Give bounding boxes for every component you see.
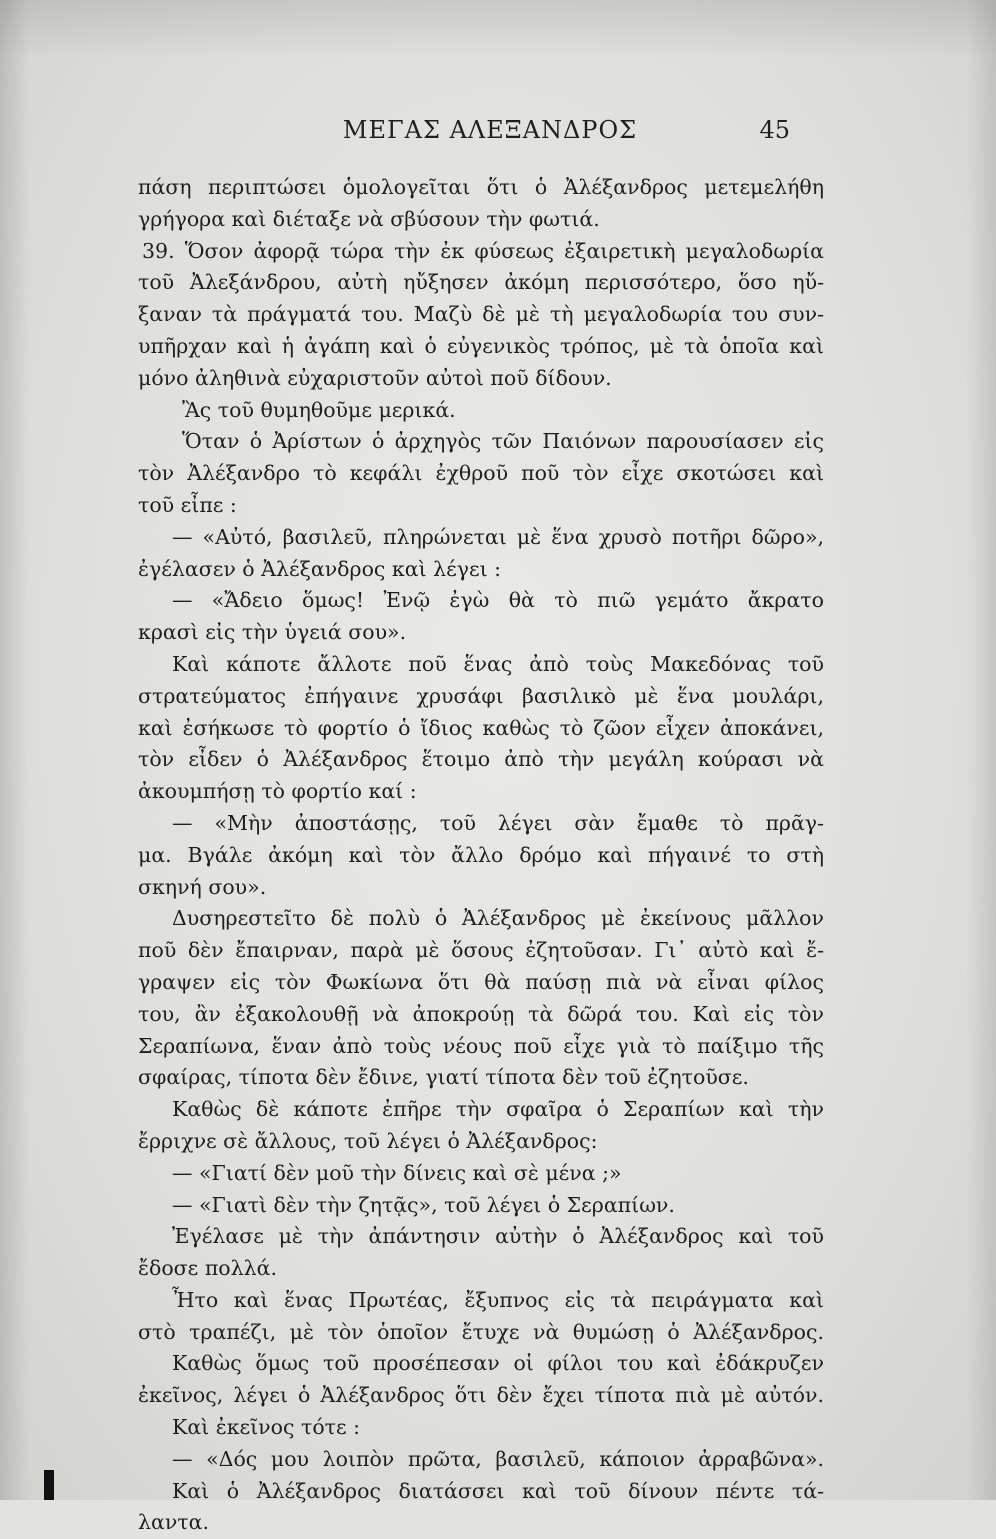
- text-line: ἀκουμπήσῃ τὸ φορτίο καί :: [138, 779, 417, 804]
- text-line: μα. Βγάλε ἀκόμη καὶ τὸν ἄλλο δρόμο καὶ πήγαινέ το στὴ: [138, 842, 824, 867]
- text-line: τοῦ εἶπε :: [138, 492, 237, 517]
- text-line: καὶ ἐσήκωσε τὸ φορτίο ὁ ἴδιος καθὼς τὸ ζῶον εἶχεν ἀποκάνει,: [138, 715, 824, 740]
- text-line: Ὅταν ὁ Ἀρίστων ὁ ἀρχηγὸς τῶν Παιόνων παρουσίασεν εἰς: [182, 429, 824, 454]
- text-line: Καθὼς δὲ κάποτε ἐπῆρε τὴν σφαῖρα ὁ Σεραπίων καὶ τὴν: [172, 1097, 824, 1122]
- text-line: ποῦ δὲν ἔπαιρναν, παρὰ μὲ ὅσους ἐζητοῦσαν. Γι᾿ αὐτὸ καὶ ἔ-: [138, 938, 824, 963]
- text-line: πάση περιπτώσει ὁμολογεῖται ὅτι ὁ Ἀλέξανδρος μετεμελήθη: [138, 175, 824, 199]
- text-line: ξαναν τὰ πράγματά του. Μαζὺ δὲ μὲ τὴ μεγαλοδωρία του συν-: [138, 302, 824, 327]
- body-text: [138, 172, 824, 1539]
- text-line: ἐκεῖνος, λέγει ὁ Ἀλέξανδρος ὅτι δὲν ἔχει τίποτα πιὰ μὲ αὐτόν.: [138, 1383, 824, 1408]
- text-line: ἔρριχνε σὲ ἄλλους, τοῦ λέγει ὁ Ἀλέξανδρος:: [138, 1128, 598, 1153]
- text-line: — «Μὴν ἀποστάσῃς, τοῦ λέγει σὰν ἔμαθε τὸ πρᾶγ-: [172, 810, 824, 835]
- text-line: — «Γιατί δὲν μοῦ τὴν δίνεις καὶ σὲ μένα ;»: [172, 1160, 622, 1185]
- text-line: Ἦτο καὶ ἕνας Πρωτέας, ἔξυπνος εἰς τὰ πειράγματα καὶ: [172, 1287, 824, 1312]
- text-line: μόνο ἀληθινὰ εὐχαριστοῦν αὐτοὶ ποῦ δίδουν.: [138, 365, 612, 390]
- text-line: — «Ἄδειο ὅμως! Ἐνῷ ἐγὼ θὰ τὸ πιῶ γεμάτο ἄκρατο: [172, 588, 824, 613]
- text-line: — «Αὐτό, βασιλεῦ, πληρώνεται μὲ ἕνα χρυσὸ ποτῆρι δῶρο»,: [172, 524, 824, 549]
- text-line: Καθὼς ὅμως τοῦ προσέπεσαν οἱ φίλοι του καὶ ἐδάκρυζεν: [172, 1351, 824, 1376]
- text-line: του, ἂν ἐξακολουθῇ νὰ ἀποκρούῃ τὰ δῶρά του. Καὶ εἰς τὸν: [138, 1001, 824, 1026]
- text-line: — «Δός μου λοιπὸν πρῶτα, βασιλεῦ, κάποιον ἀρραβῶνα».: [172, 1446, 824, 1471]
- text-line: Καὶ κάποτε ἄλλοτε ποῦ ἕνας ἀπὸ τοὺς Μακεδόνας τοῦ: [172, 651, 824, 676]
- text-line: σκηνή σου».: [138, 874, 267, 899]
- text-line: Καὶ ἐκεῖνος τότε :: [172, 1415, 361, 1440]
- text-line: 39. Ὅσον ἀφορᾷ τώρα τὴν ἐκ φύσεως ἐξαιρετικὴ μεγαλοδωρία: [142, 238, 824, 263]
- page-edge-shadow-top: [0, 0, 996, 60]
- page-edge-shadow-right: [966, 0, 996, 1500]
- text-line: υπῆρχαν καὶ ἡ ἀγάπη καὶ ὁ εὐγενικὸς τρόπος, μὲ τὰ ὁποῖα καὶ: [138, 333, 824, 358]
- text-line: σφαίρας, τίποτα δὲν ἔδινε, γιατί τίποτα δὲν τοῦ ἐζητοῦσε.: [138, 1065, 749, 1090]
- text-line: κρασὶ εἰς τὴν ὑγειά σου».: [138, 620, 407, 645]
- text-line: ἔδοσε πολλά.: [138, 1256, 277, 1281]
- text-line: ἐγέλασεν ὁ Ἀλέξανδρος καὶ λέγει :: [138, 556, 502, 581]
- text-line: γραψεν εἰς τὸν Φωκίωνα ὅτι θὰ παύσῃ πιὰ νὰ εἶναι φίλος: [138, 969, 824, 994]
- text-line: — «Γιατὶ δὲν τὴν ζητᾷς», τοῦ λέγει ὁ Σεραπίων.: [172, 1192, 675, 1217]
- text-line: γρήγορα καὶ διέταξε νὰ σβύσουν τὴν φωτιά.: [138, 206, 600, 231]
- text-line: Δυσηρεστεῖτο δὲ πολὺ ὁ Ἀλέξανδρος μὲ ἐκείνους μᾶλλον: [172, 906, 824, 931]
- text-line: Ἐγέλασε μὲ τὴν ἀπάντησιν αὐτὴν ὁ Ἀλέξανδρος καὶ τοῦ: [172, 1224, 824, 1249]
- running-head-title: ΜΕΓΑΣ ΑΛΕΞΑΝΔΡΟΣ: [342, 116, 638, 144]
- text-line: τὸν εἶδεν ὁ Ἀλέξανδρος ἕτοιμο ἀπὸ τὴν μεγάλη κούρασι νὰ: [138, 747, 824, 772]
- text-line: Καὶ ὁ Ἀλέξανδρος διατάσσει καὶ τοῦ δίνουν πέντε τά-: [172, 1478, 824, 1503]
- text-line: λαντα.: [138, 1510, 209, 1535]
- text-line: τοῦ Ἀλεξάνδρου, αὐτὴ ηὔξησεν ἀκόμη περισσότερο, ὅσο ηὔ-: [138, 270, 824, 295]
- text-line: τὸν Ἀλέξανδρο τὸ κεφάλι ἐχθροῦ ποῦ τὸν εἶχε σκοτώσει καὶ: [138, 461, 824, 486]
- text-line: στὸ τραπέζι, μὲ τὸν ὁποῖον ἔτυχε νὰ θυμώσῃ ὁ Ἀλέξανδρος.: [138, 1319, 824, 1344]
- text-line: Ἂς τοῦ θυμηθοῦμε μερικά.: [182, 397, 456, 422]
- text-line: στρατεύματος ἐπήγαινε χρυσάφι βασιλικὸ μὲ ἕνα μουλάρι,: [138, 683, 824, 708]
- text-line: Σεραπίωνα, ἕναν ἀπὸ τοὺς νέους ποῦ εἶχε γιὰ τὸ παίξιμο τῆς: [138, 1033, 824, 1058]
- page-edge-shadow-left: [0, 0, 30, 1500]
- binding-mark: [44, 1470, 54, 1500]
- page-number: 45: [759, 116, 790, 144]
